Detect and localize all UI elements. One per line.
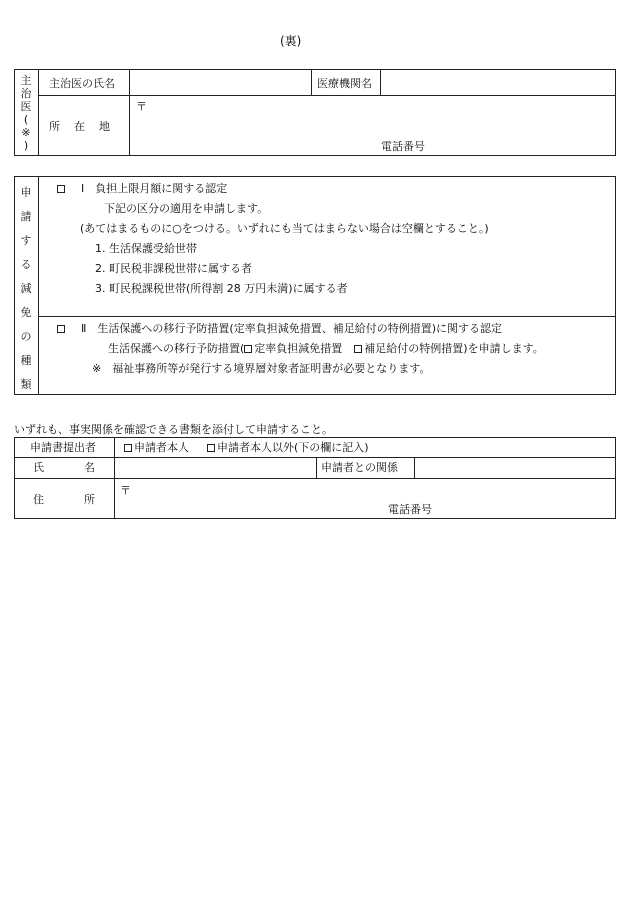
relation-field[interactable] <box>415 458 615 478</box>
fixed-rate-reduction-checkbox[interactable] <box>244 345 252 353</box>
submitter-label: 申請書提出者 <box>30 441 96 454</box>
section1-line2: (あてはまるものに○をつける。いずれにも当てはまらない場合は空欄とすること。) <box>80 222 489 235</box>
section1-title: Ⅰ 負担上限月額に関する認定 <box>81 182 228 195</box>
doctor-phone-label: 電話番号 <box>381 140 425 153</box>
doctor-postal-mark: 〒 <box>136 100 147 113</box>
institution-field[interactable] <box>381 70 615 95</box>
submitter-address-field[interactable] <box>115 479 615 518</box>
submitter-self-checkbox[interactable] <box>124 444 132 452</box>
submitter-name-label: 氏 名 <box>33 461 95 474</box>
section1-checkbox[interactable] <box>57 185 65 193</box>
application-side-label: 申 請 す る 減 免 の 種 類 <box>20 186 32 391</box>
section1-option-3[interactable]: 3. 町民税課税世帯(所得割 28 万円未満)に属する者 <box>95 282 348 295</box>
supplementary-benefit-checkbox[interactable] <box>354 345 362 353</box>
section2-checkbox[interactable] <box>57 325 65 333</box>
institution-label: 医療機関名 <box>317 77 372 90</box>
submitter-other-checkbox[interactable] <box>207 444 215 452</box>
section1-option-1[interactable]: 1. 生活保護受給世帯 <box>95 242 197 255</box>
submitter-options: 申請者本人 申請者本人以外(下の欄に記入) <box>124 441 369 455</box>
notice-text: いずれも、事実関係を確認できる書類を添付して申請すること。 <box>14 423 333 436</box>
doctor-name-label: 主治医の氏名 <box>49 77 115 90</box>
location-label: 所 在 地 <box>49 120 110 133</box>
doctor-side-label: 主 治 医 ( ※ ) <box>20 74 32 152</box>
submitter-postal-mark: 〒 <box>120 484 131 497</box>
relation-label: 申請者との関係 <box>321 461 398 474</box>
section2-title: Ⅱ 生活保護への移行予防措置(定率負担減免措置、補足給付の特例措置)に関する認定 <box>81 322 502 335</box>
section2-line1: 生活保護への移行予防措置( 定率負担減免措置 補足給付の特例措置)を申請します。 <box>108 342 544 355</box>
section1-row <box>57 182 227 196</box>
section2-row <box>57 322 502 336</box>
location-field[interactable] <box>130 96 615 155</box>
doctor-name-field[interactable] <box>130 70 311 95</box>
section2-note: ※ 福祉事務所等が発行する境界層対象者証明書が必要となります。 <box>92 362 431 375</box>
submitter-address-label: 住 所 <box>33 493 95 506</box>
section1-option-2[interactable]: 2. 町民税非課税世帯に属する者 <box>95 262 252 275</box>
page-title: (裏) <box>280 34 302 48</box>
section1-line1: 下記の区分の適用を申請します。 <box>104 202 269 215</box>
submitter-name-field[interactable] <box>115 458 316 478</box>
submitter-phone-label: 電話番号 <box>388 503 432 516</box>
